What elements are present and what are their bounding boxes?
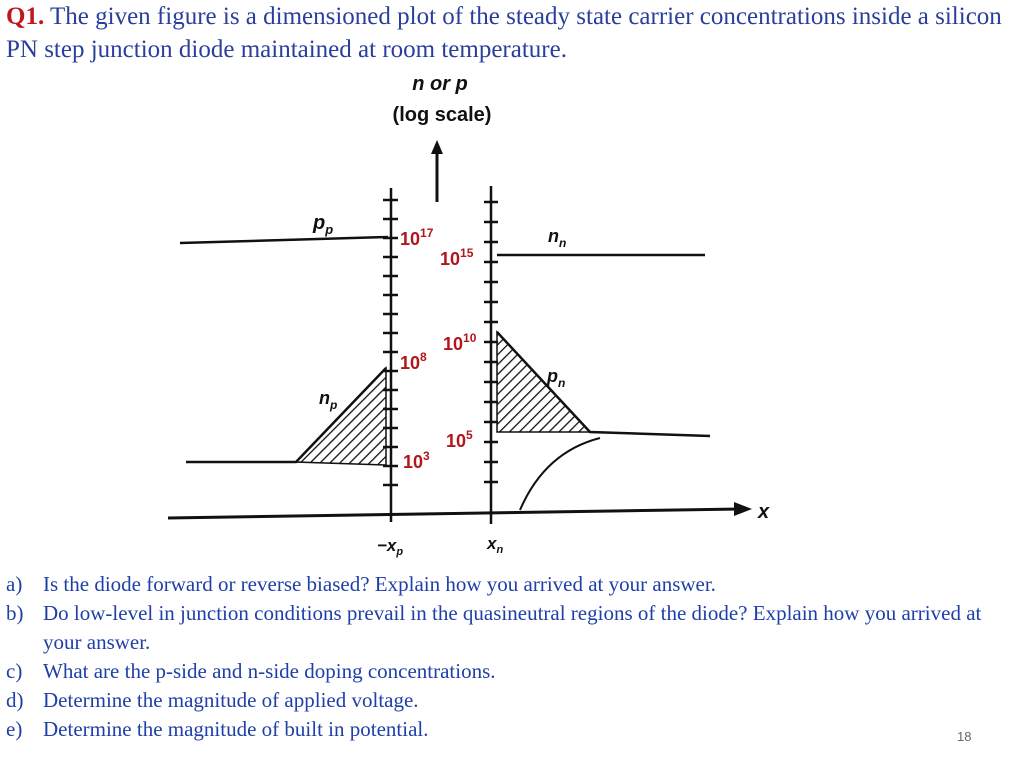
page-number: 18 xyxy=(957,729,972,744)
conc-label-1e10: $10^{10}$ xyxy=(443,331,477,354)
x-axis-arrowhead xyxy=(734,502,752,516)
x-tick-minus-xp: $-x_p$ xyxy=(377,536,404,558)
pp-curve xyxy=(180,237,388,243)
part-text: Do low-level in junction conditions prevail in the quasineutral regions of the diode? Explain how you arrived at your answer. xyxy=(43,601,982,654)
part-d xyxy=(6,686,1016,715)
part-a xyxy=(6,570,1016,599)
question-text: The given figure is a dimensioned plot of the steady state carrier concentrations inside a silicon PN step junction diode maintained at room temperature. xyxy=(6,3,1002,63)
part-c xyxy=(6,657,1016,686)
question-number: Q1. xyxy=(6,3,45,30)
y-axis-label-line2: (log scale) xyxy=(392,104,492,126)
conc-label-1e8: $10^8$ xyxy=(400,350,427,373)
part-text: Determine the magnitude of applied voltage. xyxy=(43,688,419,712)
conc-label-1e15: $10^{15}$ xyxy=(440,246,474,269)
part-text: Is the diode forward or reverse biased? Explain how you arrived at your answer. xyxy=(43,572,716,596)
pn-equilibrium-curve xyxy=(520,438,600,510)
label-np: $n_p$ xyxy=(319,388,338,412)
depletion-edge-left xyxy=(383,188,398,522)
question-header xyxy=(6,0,1016,66)
part-text: Determine the magnitude of built in potential. xyxy=(43,717,429,741)
conc-label-1e17: $10^{17}$ xyxy=(400,226,434,249)
conc-label-1e5: $10^5$ xyxy=(446,428,473,451)
label-nn: $n_n$ xyxy=(548,226,567,250)
y-axis-arrowhead xyxy=(431,140,443,154)
part-letter: e) xyxy=(6,717,23,741)
y-axis-label-line1: n or p xyxy=(412,73,468,95)
part-letter: c) xyxy=(6,659,23,683)
label-pp: $p_p$ xyxy=(313,212,334,237)
part-b xyxy=(6,599,1016,657)
x-axis xyxy=(168,509,740,518)
part-letter: d) xyxy=(6,688,24,712)
part-e xyxy=(6,715,1016,744)
x-tick-xn: $x_n$ xyxy=(487,534,504,556)
question-parts xyxy=(6,570,1016,744)
part-text: What are the p-side and n-side doping concentrations. xyxy=(43,659,496,683)
carrier-concentration-figure xyxy=(0,68,1024,568)
part-letter: a) xyxy=(6,572,23,596)
part-letter: b) xyxy=(6,601,24,625)
x-axis-label: x xyxy=(758,501,770,523)
conc-label-1e3: $10^3$ xyxy=(403,449,430,472)
depletion-edge-right xyxy=(484,186,498,524)
label-pn: $p_n$ xyxy=(547,366,566,390)
